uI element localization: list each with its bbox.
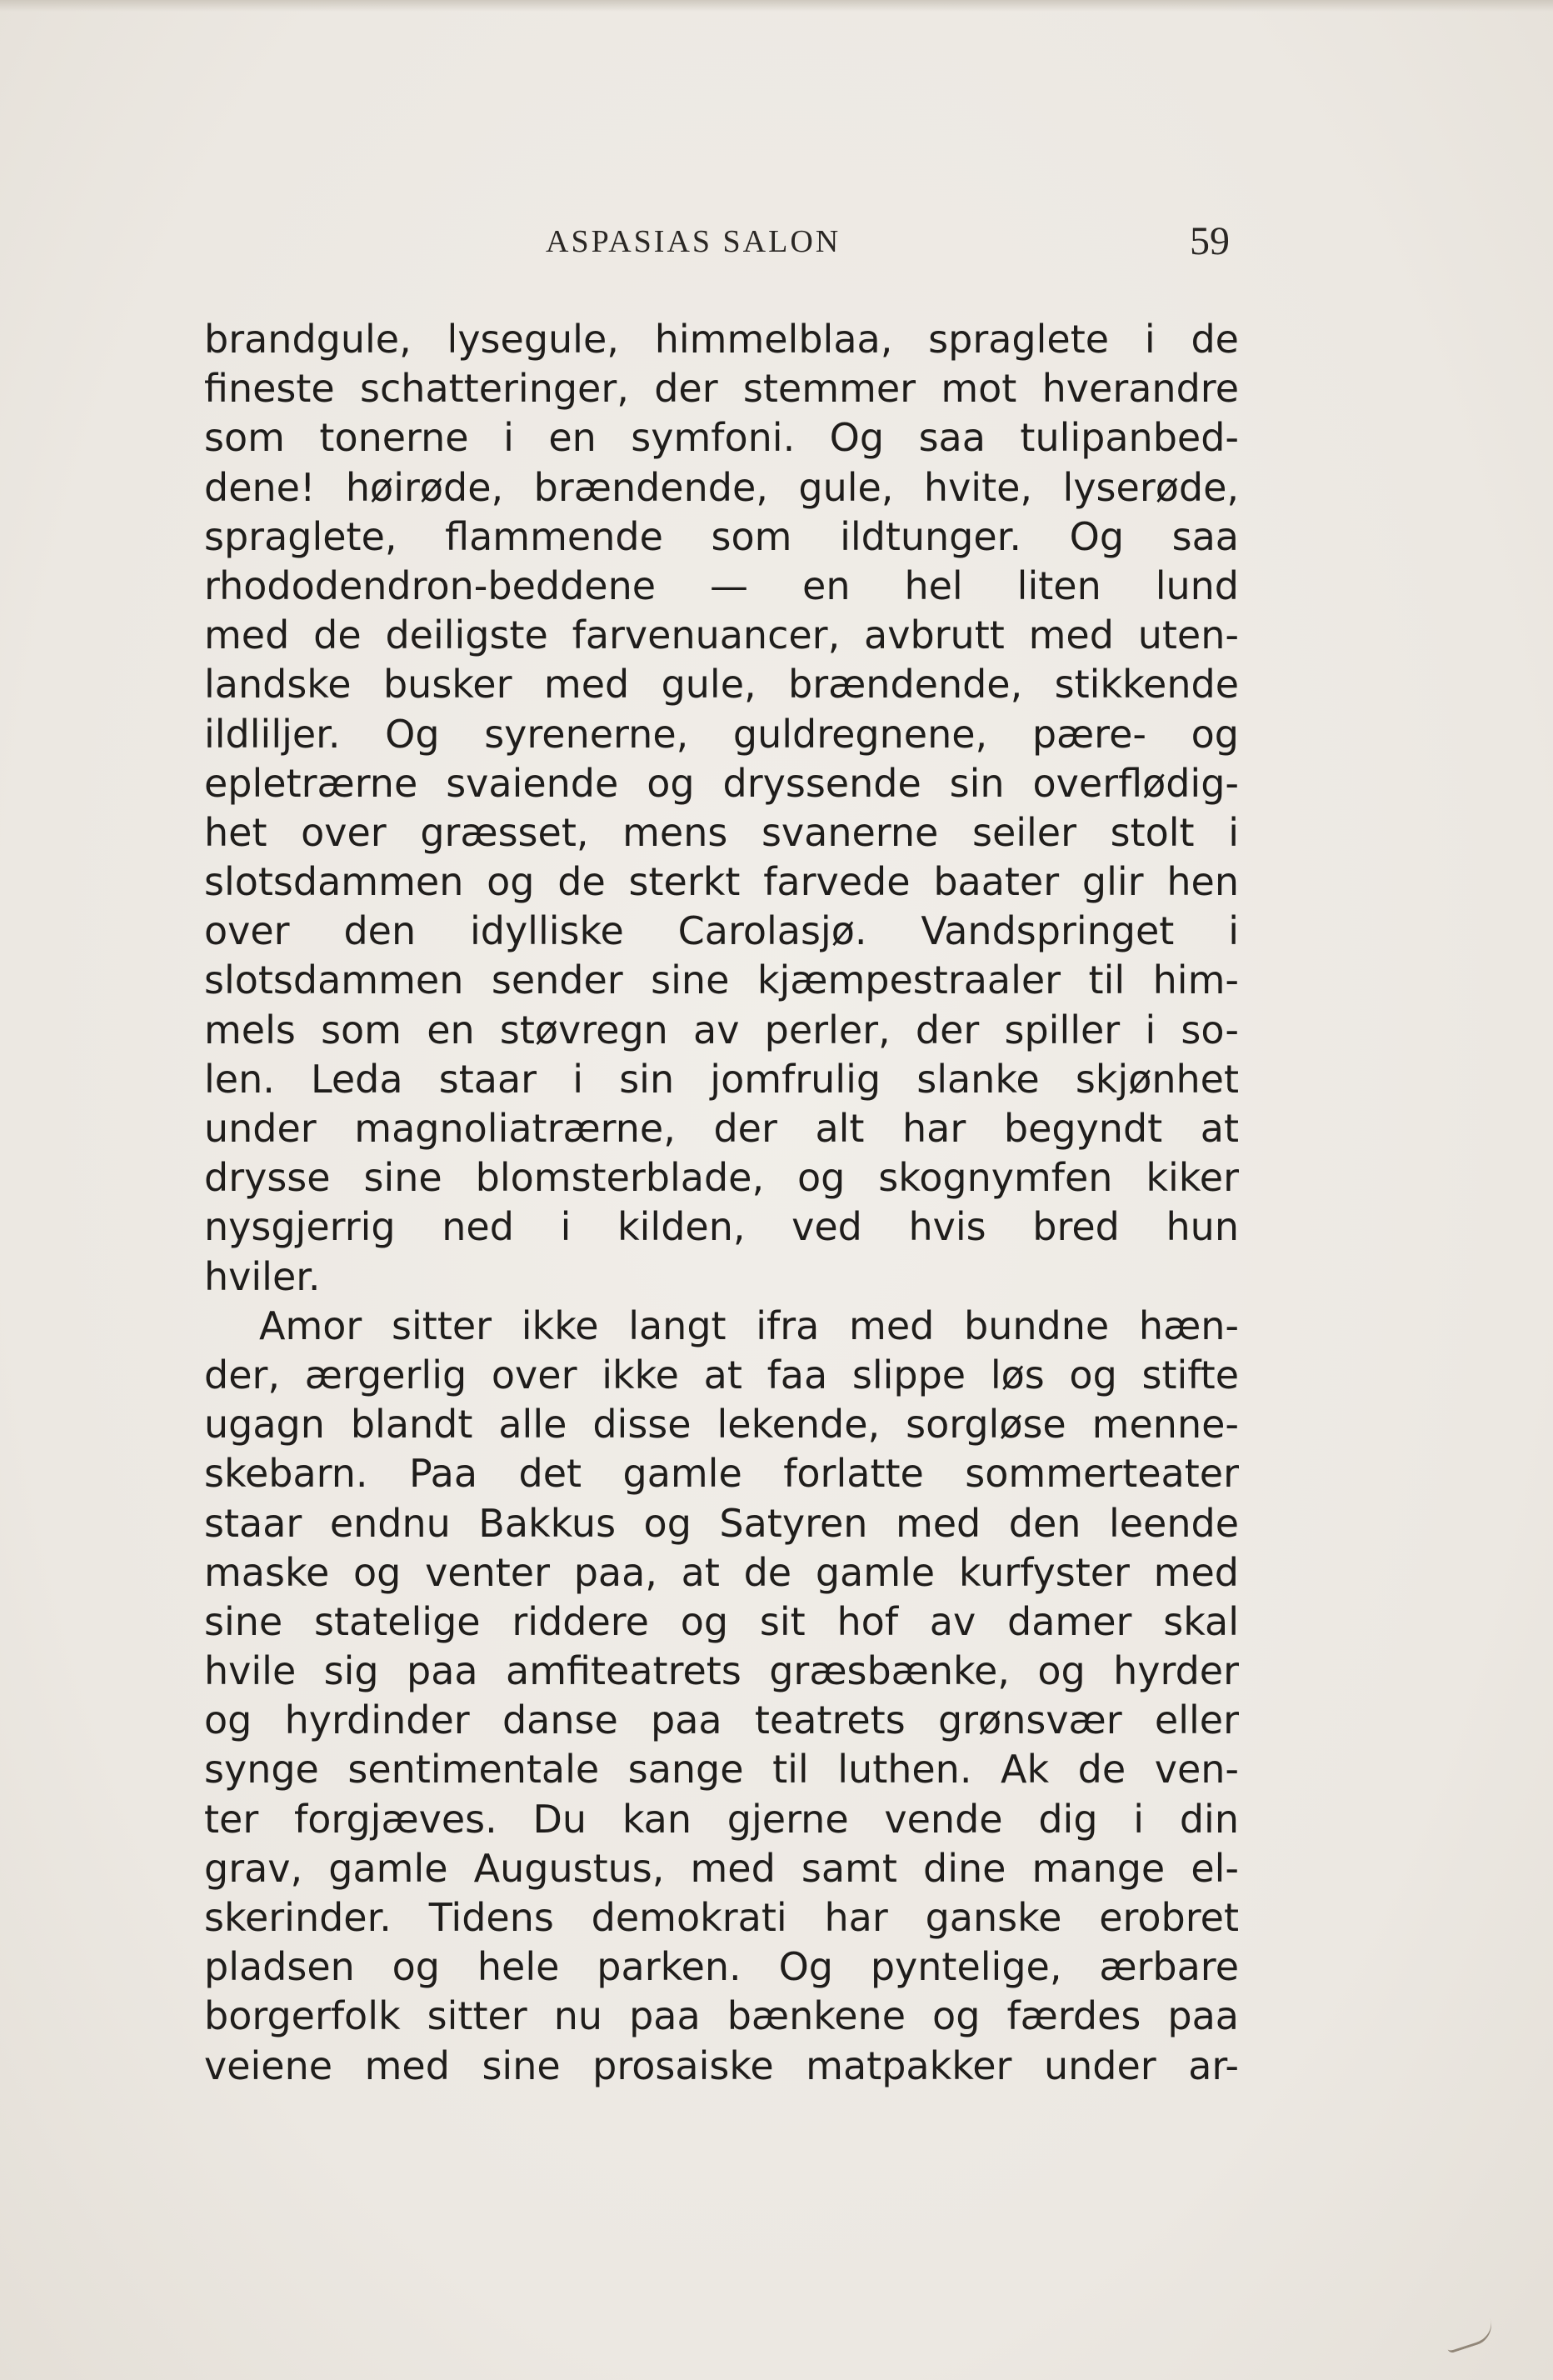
text-line: ugagn blandt alle disse lekende, sorgløse menne- <box>204 1402 1239 1448</box>
text-line: sine statelige riddere og sit hof av damer skal <box>204 1598 1239 1644</box>
text-line: pladsen og hele parken. Og pyntelige, ærbare <box>204 1944 1239 1990</box>
text-line: og hyrdinder danse paa teatrets grønsvær eller <box>204 1698 1239 1743</box>
text-line: drysse sine blomsterblade, og skognymfen kiker <box>204 1155 1239 1201</box>
text-line: het over græsset, mens svanerne seiler stolt i <box>204 809 1239 855</box>
text-line: over den idylliske Carolasjø. Vandspringet i <box>204 908 1239 954</box>
text-line: landske busker med gule, brændende, stikkende <box>204 662 1239 708</box>
paragraph-end-line: hviler. <box>204 1253 321 1299</box>
running-title: ASPASIAS SALON <box>546 224 841 259</box>
text-line: borgerfolk sitter nu paa bænkene og færdes paa <box>204 1993 1239 2039</box>
paragraph-start-line: Amor sitter ikke langt ifra med bundne hæn- <box>259 1302 1239 1348</box>
text-line: ildliljer. Og syrenerne, guldregnene, pære- og <box>204 711 1239 757</box>
text-line: epletrærne svaiende og dryssende sin overflødig- <box>204 760 1239 806</box>
text-line: grav, gamle Augustus, med samt dine mange el- <box>204 1845 1239 1891</box>
text-line: fineste schatteringer, der stemmer mot hverandre <box>204 366 1239 412</box>
text-line: spraglete, flammende som ildtunger. Og saa <box>204 513 1239 559</box>
text-line: dene! høirøde, brændende, gule, hvite, lyserøde, <box>204 464 1239 510</box>
text-line: der, ærgerlig over ikke at faa slippe løs og stifte <box>204 1352 1239 1398</box>
text-line: under magnoliatrærne, der alt har begyndt at <box>204 1106 1239 1151</box>
text-line: slotsdammen og de sterkt farvede baater glir hen <box>204 859 1239 905</box>
text-line: synge sentimentale sange til luthen. Ak de ven- <box>204 1747 1239 1792</box>
text-line: maske og venter paa, at de gamle kurfyster med <box>204 1549 1239 1595</box>
page-top-edge <box>0 0 1553 12</box>
text-line: mels som en støvregn av perler, der spiller i so- <box>204 1007 1239 1052</box>
text-line: skebarn. Paa det gamle forlatte sommerteater <box>204 1451 1239 1497</box>
page-number: 59 <box>1190 219 1230 263</box>
text-line: skerinder. Tidens demokrati har ganske erobret <box>204 1895 1239 1940</box>
text-line: staar endnu Bakkus og Satyren med den leende <box>204 1500 1239 1546</box>
text-line: nysgjerrig ned i kilden, ved hvis bred hun <box>204 1204 1239 1250</box>
body-text <box>204 315 1239 2091</box>
text-line: med de deiligste farvenuancer, avbrutt med uten- <box>204 612 1239 658</box>
text-line: veiene med sine prosaiske matpakker under ar- <box>204 2042 1239 2088</box>
text-line: brandgule, lysegule, himmelblaa, spraglete i de <box>204 317 1239 362</box>
text-line: rhododendron-beddene — en hel liten lund <box>204 562 1239 608</box>
text-line: som tonerne i en symfoni. Og saa tulipanbed- <box>204 415 1239 461</box>
text-line: ter forgjæves. Du kan gjerne vende dig i din <box>204 1796 1239 1842</box>
running-head <box>0 218 1553 268</box>
text-line: hvile sig paa amfiteatrets græsbænke, og hyrder <box>204 1648 1239 1694</box>
text-line: slotsdammen sender sine kjæmpestraaler til him- <box>204 958 1239 1003</box>
text-line: len. Leda staar i sin jomfrulig slanke skjønhet <box>204 1056 1239 1102</box>
ink-smudge <box>1443 2318 1497 2353</box>
